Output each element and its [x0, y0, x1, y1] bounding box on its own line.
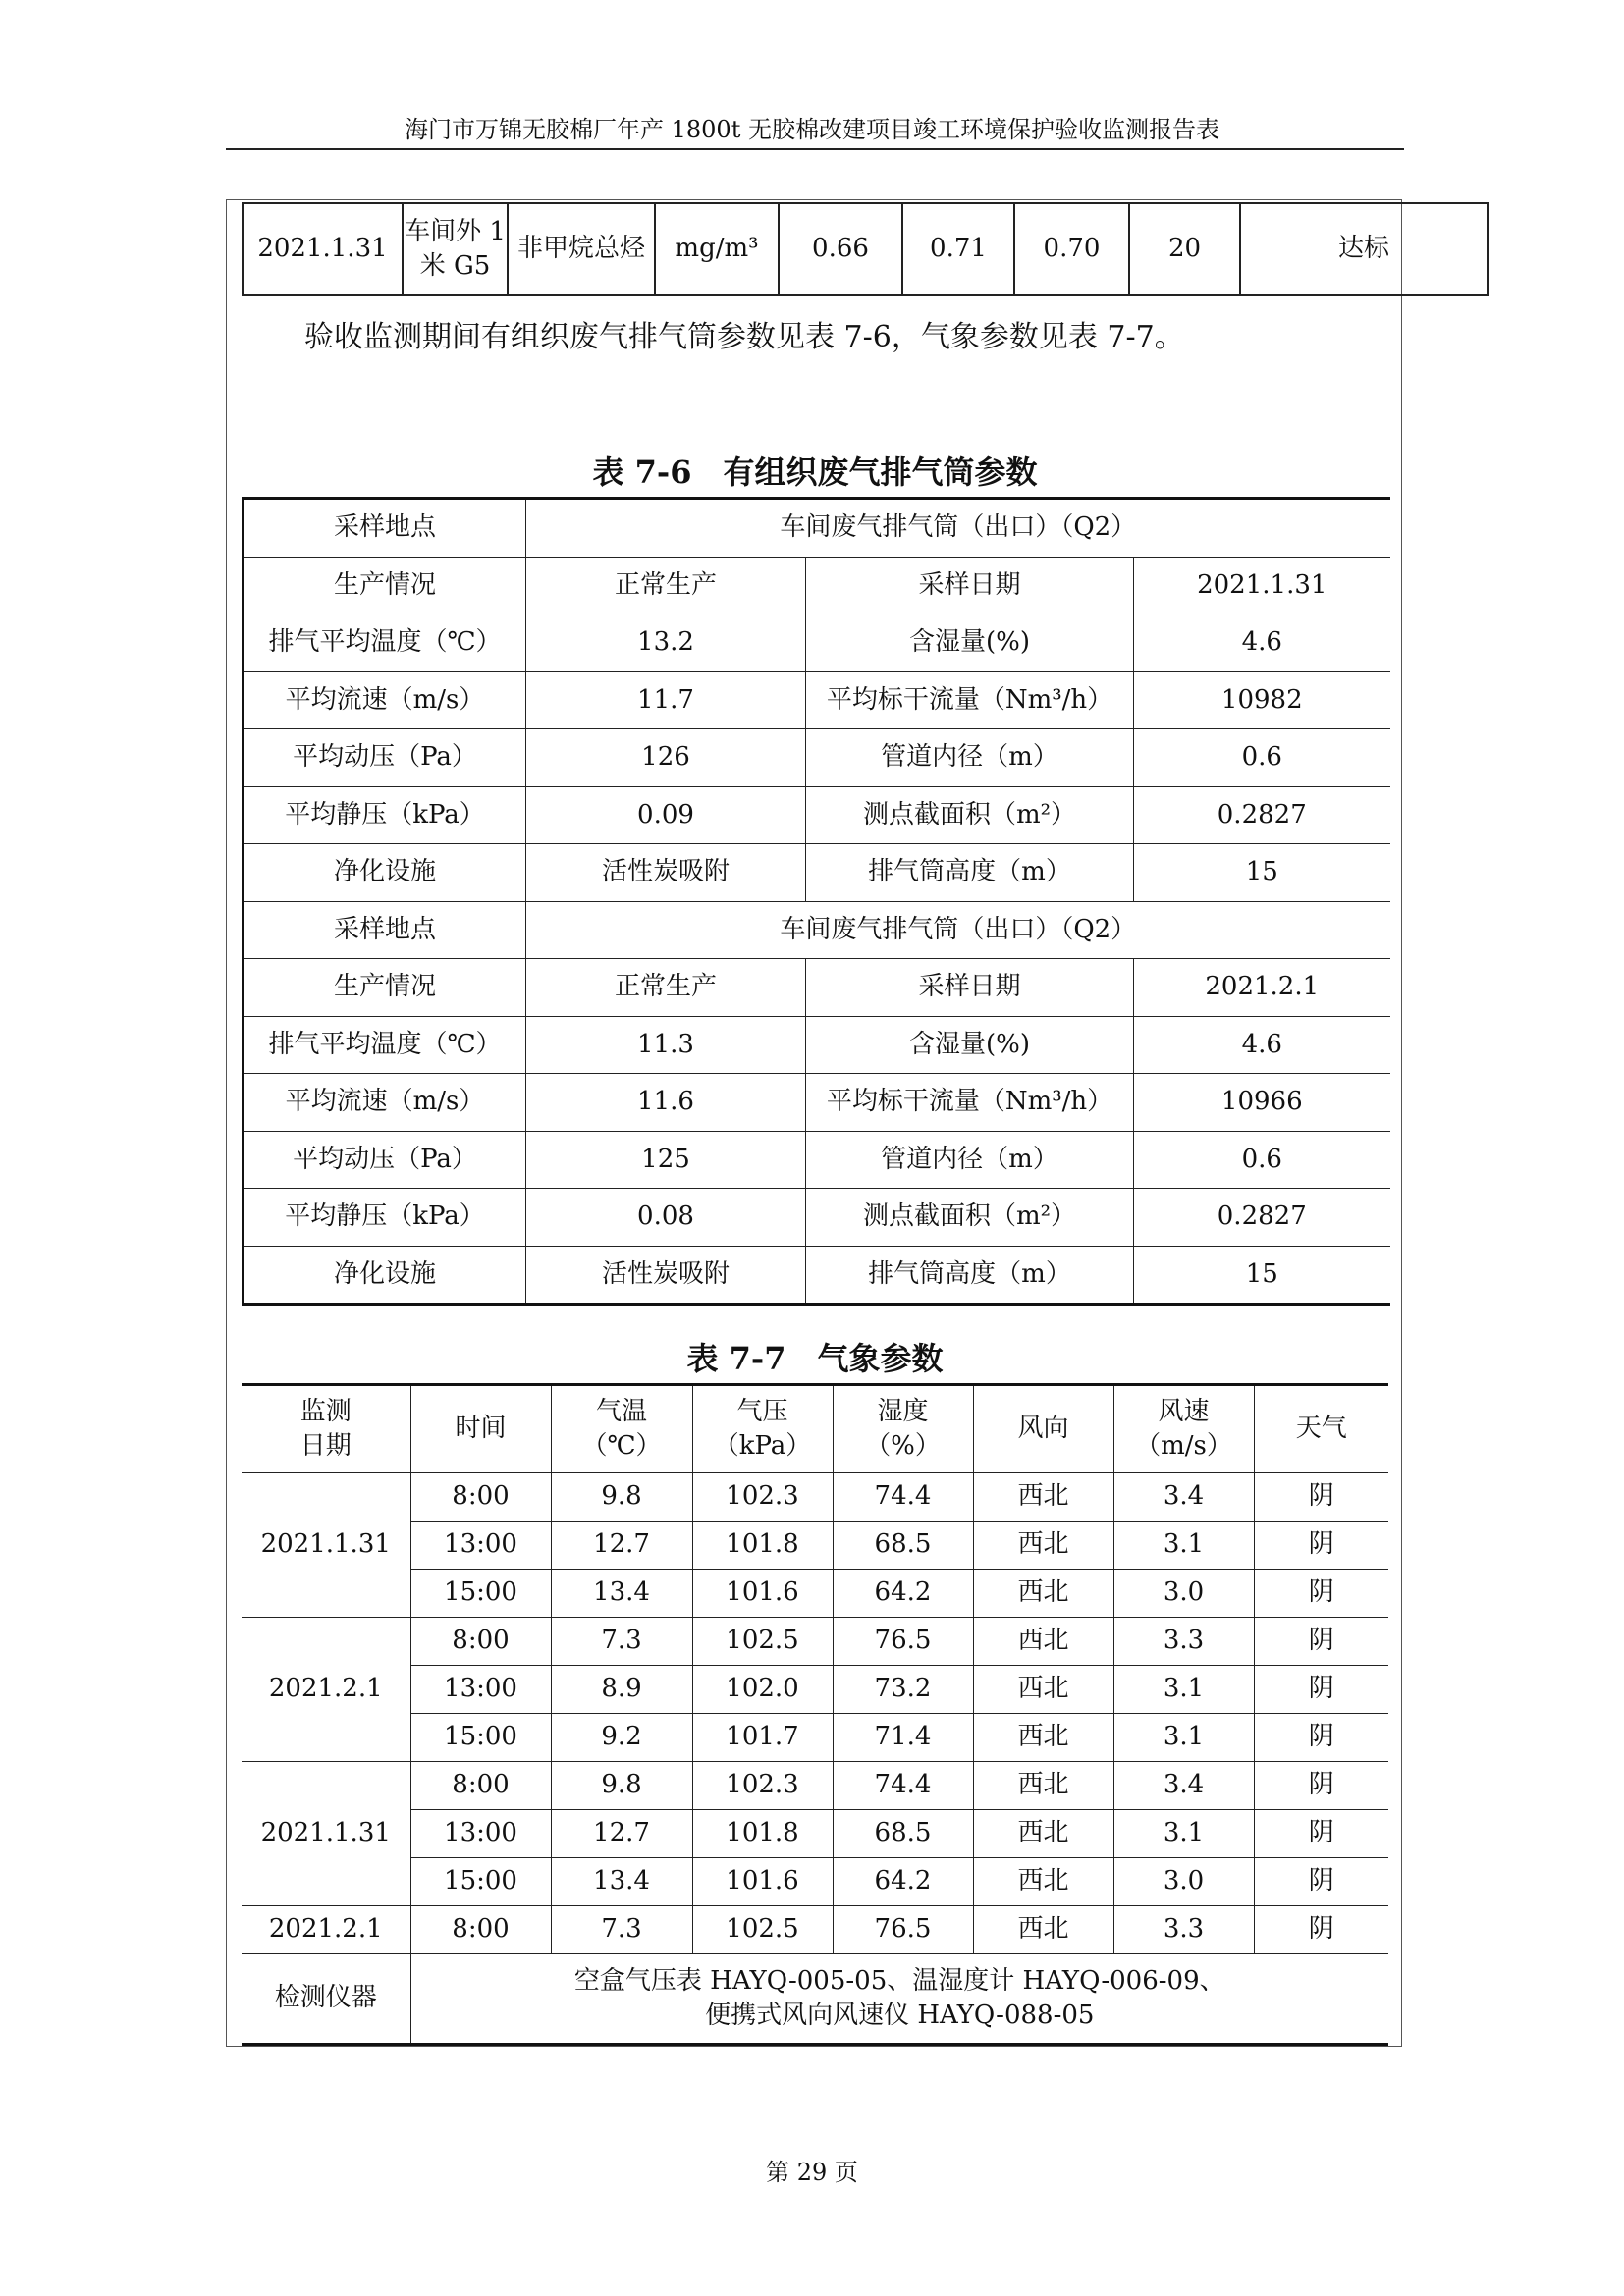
table-cell: 平均标干流量（Nm³/h）	[806, 1074, 1134, 1132]
date-cell: 2021.2.1	[242, 1618, 410, 1762]
table-row	[244, 786, 1390, 844]
table-cell: 0.2827	[1134, 786, 1390, 844]
table-cell: 排气平均温度（℃）	[244, 1016, 526, 1074]
table-cell: 10966	[1134, 1074, 1390, 1132]
weather-table	[242, 1383, 1388, 2046]
header-rule	[226, 148, 1404, 150]
table-cell: 2021.2.1	[1134, 959, 1390, 1017]
table-cell: 平均静压（kPa）	[244, 786, 526, 844]
column-header: 监测 日期	[242, 1385, 410, 1473]
table-cell: 3.1	[1113, 1522, 1254, 1570]
instrument-label: 检测仪器	[242, 1954, 410, 2045]
table-cell: 13.2	[526, 614, 806, 672]
table-cell: 平均流速（m/s）	[244, 671, 526, 729]
table-cell: 13.4	[551, 1570, 692, 1618]
table-cell: 正常生产	[526, 959, 806, 1017]
table-cell: 车间废气排气筒（出口）（Q2）	[526, 901, 1390, 959]
table-cell: 阴	[1254, 1762, 1388, 1810]
table-row	[242, 1714, 1388, 1762]
table-cell: 阴	[1254, 1714, 1388, 1762]
instrument-value	[410, 1954, 1388, 2045]
table-cell: 71.4	[833, 1714, 973, 1762]
table-cell: 15	[1134, 1246, 1390, 1305]
table-cell: 0.70	[1014, 203, 1129, 295]
table-cell: 3.4	[1113, 1473, 1254, 1522]
exhaust-stack-table	[242, 497, 1390, 1306]
table-cell: 采样日期	[806, 557, 1134, 614]
table-cell: 3.3	[1113, 1618, 1254, 1666]
table-cell: 10982	[1134, 671, 1390, 729]
table-cell: mg/m³	[655, 203, 779, 295]
table-cell: 0.2827	[1134, 1189, 1390, 1247]
table-cell: 管道内径（m）	[806, 1131, 1134, 1189]
table-cell: 0.6	[1134, 729, 1390, 787]
table-cell: 正常生产	[526, 557, 806, 614]
table-cell: 13:00	[410, 1666, 551, 1714]
table-cell: 西北	[973, 1762, 1113, 1810]
table-cell: 西北	[973, 1666, 1113, 1714]
instrument-line: 便携式风向风速仪 HAYQ-088-05	[705, 2001, 1095, 2030]
table-cell: 西北	[973, 1618, 1113, 1666]
table-cell: 76.5	[833, 1906, 973, 1954]
column-header: 风速 （m/s）	[1113, 1385, 1254, 1473]
table-cell: 阴	[1254, 1810, 1388, 1858]
table-cell: 西北	[973, 1810, 1113, 1858]
table-cell: 68.5	[833, 1522, 973, 1570]
table-cell: 101.7	[692, 1714, 833, 1762]
table-cell: 102.3	[692, 1762, 833, 1810]
table-row	[244, 1016, 1390, 1074]
instrument-row	[242, 1954, 1388, 2045]
table-cell: 0.6	[1134, 1131, 1390, 1189]
table-row	[244, 499, 1390, 558]
table-cell: 3.3	[1113, 1906, 1254, 1954]
table-cell: 102.0	[692, 1666, 833, 1714]
table-row	[244, 729, 1390, 787]
table-row	[244, 557, 1390, 614]
table-cell: 3.4	[1113, 1762, 1254, 1810]
table-cell: 102.5	[692, 1906, 833, 1954]
table-cell: 达标	[1240, 203, 1488, 295]
table-cell: 8:00	[410, 1762, 551, 1810]
table-cell: 0.08	[526, 1189, 806, 1247]
table-cell: 15:00	[410, 1858, 551, 1906]
table-cell: 4.6	[1134, 614, 1390, 672]
table-cell: 74.4	[833, 1762, 973, 1810]
table-cell: 西北	[973, 1906, 1113, 1954]
table-cell: 15:00	[410, 1570, 551, 1618]
table-row	[244, 1189, 1390, 1247]
table-cell: 0.09	[526, 786, 806, 844]
table-cell: 8:00	[410, 1618, 551, 1666]
table-cell: 排气筒高度（m）	[806, 1246, 1134, 1305]
table-cell: 阴	[1254, 1906, 1388, 1954]
column-header: 气温 （℃）	[551, 1385, 692, 1473]
table-7-7-title: 表 7-7 气象参数	[686, 1340, 944, 1377]
table-row	[242, 1858, 1388, 1906]
table-row	[242, 1522, 1388, 1570]
table-cell: 8:00	[410, 1906, 551, 1954]
table-cell: 12.7	[551, 1810, 692, 1858]
date-cell: 2021.1.31	[242, 1473, 410, 1618]
continued-table-row	[242, 202, 1489, 296]
table-cell: 15	[1134, 844, 1390, 902]
table-cell: 车间外 1 米 G5	[403, 203, 508, 295]
date-cell: 2021.2.1	[242, 1906, 410, 1954]
table-cell: 64.2	[833, 1858, 973, 1906]
table-row	[244, 844, 1390, 902]
table-cell: 西北	[973, 1473, 1113, 1522]
column-header: 天气	[1254, 1385, 1388, 1473]
table-cell: 7.3	[551, 1618, 692, 1666]
table-cell: 12.7	[551, 1522, 692, 1570]
table-cell: 125	[526, 1131, 806, 1189]
table-cell: 20	[1129, 203, 1240, 295]
table-row	[244, 1074, 1390, 1132]
table-cell: 西北	[973, 1858, 1113, 1906]
table-cell: 采样日期	[806, 959, 1134, 1017]
column-header: 气压 （kPa）	[692, 1385, 833, 1473]
table-cell: 11.7	[526, 671, 806, 729]
table-cell: 管道内径（m）	[806, 729, 1134, 787]
table-cell: 126	[526, 729, 806, 787]
table-cell: 8:00	[410, 1473, 551, 1522]
table-row	[242, 1666, 1388, 1714]
table-cell: 15:00	[410, 1714, 551, 1762]
table-cell: 排气平均温度（℃）	[244, 614, 526, 672]
table-cell: 西北	[973, 1522, 1113, 1570]
table-row	[242, 1618, 1388, 1666]
table-cell: 净化设施	[244, 1246, 526, 1305]
table-cell: 76.5	[833, 1618, 973, 1666]
table-row	[244, 1246, 1390, 1305]
table-cell: 102.3	[692, 1473, 833, 1522]
page-header: 海门市万锦无胶棉厂年产 1800t 无胶棉改建项目竣工环境保护验收监测报告表	[405, 116, 1219, 143]
column-header: 湿度 （%）	[833, 1385, 973, 1473]
table-cell: 74.4	[833, 1473, 973, 1522]
table-cell: 11.6	[526, 1074, 806, 1132]
table-cell: 测点截面积（m²）	[806, 786, 1134, 844]
table-row	[242, 1473, 1388, 1522]
column-header: 风向	[973, 1385, 1113, 1473]
table-cell: 0.71	[902, 203, 1014, 295]
table-cell: 11.3	[526, 1016, 806, 1074]
table-cell: 13:00	[410, 1810, 551, 1858]
table-row	[244, 1131, 1390, 1189]
table-cell: 活性炭吸附	[526, 844, 806, 902]
table-cell: 阴	[1254, 1666, 1388, 1714]
table-cell: 0.66	[779, 203, 902, 295]
table-cell: 平均静压（kPa）	[244, 1189, 526, 1247]
table-cell: 2021.1.31	[1134, 557, 1390, 614]
table-cell: 含湿量(%)	[806, 1016, 1134, 1074]
table-cell: 64.2	[833, 1570, 973, 1618]
table-cell: 平均标干流量（Nm³/h）	[806, 671, 1134, 729]
table-cell: 阴	[1254, 1522, 1388, 1570]
table-cell: 8.9	[551, 1666, 692, 1714]
table-header-row	[242, 1385, 1388, 1473]
table-cell: 平均动压（Pa）	[244, 729, 526, 787]
table-cell: 3.1	[1113, 1714, 1254, 1762]
table-row	[242, 1762, 1388, 1810]
table-row	[244, 671, 1390, 729]
table-cell: 采样地点	[244, 901, 526, 959]
table-cell: 排气筒高度（m）	[806, 844, 1134, 902]
table-row	[242, 1810, 1388, 1858]
table-cell: 101.8	[692, 1810, 833, 1858]
table-cell: 含湿量(%)	[806, 614, 1134, 672]
table-cell: 3.1	[1113, 1666, 1254, 1714]
table-cell: 2021.1.31	[243, 203, 403, 295]
table-cell: 9.8	[551, 1762, 692, 1810]
table-row	[242, 1906, 1388, 1954]
body-paragraph: 验收监测期间有组织废气排气筒参数见表 7-6，气象参数见表 7-7。	[304, 320, 1184, 354]
table-cell: 101.8	[692, 1522, 833, 1570]
table-cell: 102.5	[692, 1618, 833, 1666]
table-cell: 非甲烷总烃	[508, 203, 655, 295]
table-cell: 阴	[1254, 1473, 1388, 1522]
table-row	[244, 959, 1390, 1017]
table-cell: 平均流速（m/s）	[244, 1074, 526, 1132]
table-cell: 西北	[973, 1570, 1113, 1618]
table-cell: 7.3	[551, 1906, 692, 1954]
table-cell: 4.6	[1134, 1016, 1390, 1074]
table-row	[242, 1570, 1388, 1618]
table-cell: 3.1	[1113, 1810, 1254, 1858]
table-cell: 阴	[1254, 1570, 1388, 1618]
table-cell: 3.0	[1113, 1858, 1254, 1906]
table-cell: 9.2	[551, 1714, 692, 1762]
table-row	[244, 901, 1390, 959]
page-number: 第 29 页	[766, 2159, 858, 2186]
date-cell: 2021.1.31	[242, 1762, 410, 1906]
instrument-line: 空盒气压表 HAYQ-005-05、温湿度计 HAYQ-006-09、	[573, 1965, 1225, 1996]
table-cell: 生产情况	[244, 959, 526, 1017]
table-cell: 净化设施	[244, 844, 526, 902]
table-cell: 73.2	[833, 1666, 973, 1714]
table-cell: 西北	[973, 1714, 1113, 1762]
table-cell: 68.5	[833, 1810, 973, 1858]
table-cell: 13.4	[551, 1858, 692, 1906]
table-cell: 9.8	[551, 1473, 692, 1522]
table-cell: 101.6	[692, 1858, 833, 1906]
table-cell: 阴	[1254, 1618, 1388, 1666]
table-cell: 生产情况	[244, 557, 526, 614]
table-7-6-title: 表 7-6 有组织废气排气筒参数	[592, 454, 1038, 491]
table-cell: 平均动压（Pa）	[244, 1131, 526, 1189]
table-cell: 测点截面积（m²）	[806, 1189, 1134, 1247]
table-cell: 阴	[1254, 1858, 1388, 1906]
table-cell: 3.0	[1113, 1570, 1254, 1618]
table-row	[244, 614, 1390, 672]
table-cell: 采样地点	[244, 499, 526, 558]
column-header: 时间	[410, 1385, 551, 1473]
table-cell: 13:00	[410, 1522, 551, 1570]
table-cell: 101.6	[692, 1570, 833, 1618]
table-cell: 车间废气排气筒（出口）（Q2）	[526, 499, 1390, 558]
table-cell: 活性炭吸附	[526, 1246, 806, 1305]
